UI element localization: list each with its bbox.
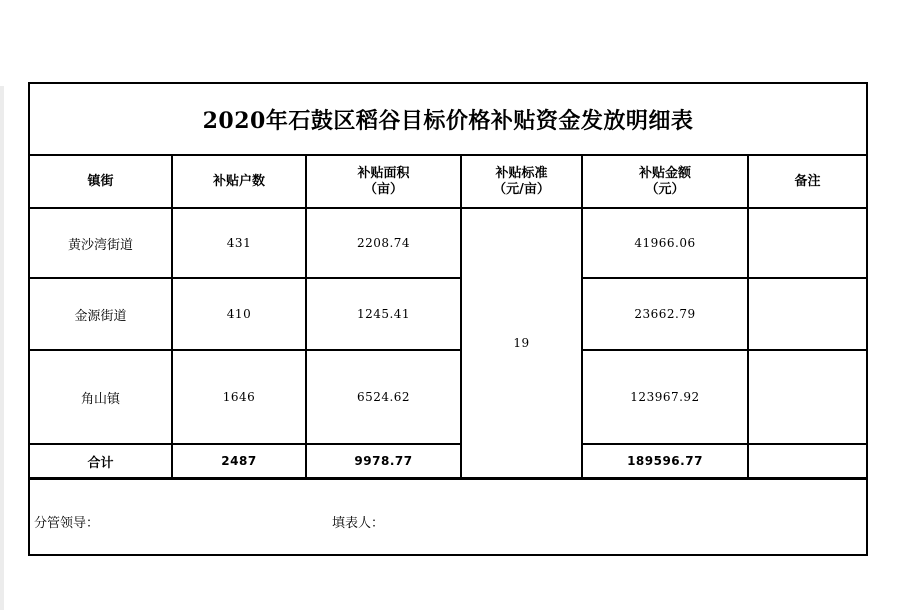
header-area: 补贴面积 （亩） bbox=[306, 156, 461, 208]
area-cell: 6524.62 bbox=[306, 350, 461, 444]
header-row bbox=[30, 156, 866, 208]
households-cell: 431 bbox=[172, 208, 306, 278]
signature-footer bbox=[30, 478, 866, 556]
header-standard: 补贴标准 （元/亩） bbox=[461, 156, 582, 208]
amount-cell: 123967.92 bbox=[582, 350, 748, 444]
amount-cell: 23662.79 bbox=[582, 278, 748, 350]
area-cell: 2208.74 bbox=[306, 208, 461, 278]
subsidy-sheet bbox=[28, 82, 868, 556]
header-standard-unit: （元/亩） bbox=[493, 181, 550, 197]
header-street: 镇街 bbox=[30, 156, 172, 208]
header-households: 补贴户数 bbox=[172, 156, 306, 208]
subsidy-table bbox=[30, 156, 866, 479]
total-area: 9978.77 bbox=[306, 444, 461, 478]
amount-cell: 41966.06 bbox=[582, 208, 748, 278]
standard-cell: 19 bbox=[461, 208, 582, 478]
street-cell: 角山镇 bbox=[30, 350, 172, 444]
total-row bbox=[30, 444, 866, 478]
header-amount-unit: （元） bbox=[645, 181, 685, 197]
preparer-label: 填表人： bbox=[332, 516, 385, 531]
table-row bbox=[30, 208, 866, 278]
households-cell: 410 bbox=[172, 278, 306, 350]
header-area-unit: （亩） bbox=[363, 181, 403, 197]
remark-cell bbox=[748, 208, 866, 278]
table-row bbox=[30, 278, 866, 350]
supervisor-label: 分管领导： bbox=[34, 516, 100, 531]
table-row bbox=[30, 350, 866, 444]
header-remark: 备注 bbox=[748, 156, 866, 208]
total-remark bbox=[748, 444, 866, 478]
street-cell: 金源街道 bbox=[30, 278, 172, 350]
total-households: 2487 bbox=[172, 444, 306, 478]
households-cell: 1646 bbox=[172, 350, 306, 444]
remark-cell bbox=[748, 278, 866, 350]
area-cell: 1245.41 bbox=[306, 278, 461, 350]
remark-cell bbox=[748, 350, 866, 444]
sheet-title: 2020年石鼓区稻谷目标价格补贴资金发放明细表 bbox=[30, 84, 866, 156]
total-amount: 189596.77 bbox=[582, 444, 748, 478]
street-cell: 黄沙湾街道 bbox=[30, 208, 172, 278]
header-amount: 补贴金额 （元） bbox=[582, 156, 748, 208]
page-edge bbox=[0, 86, 4, 610]
total-label: 合计 bbox=[30, 444, 172, 478]
